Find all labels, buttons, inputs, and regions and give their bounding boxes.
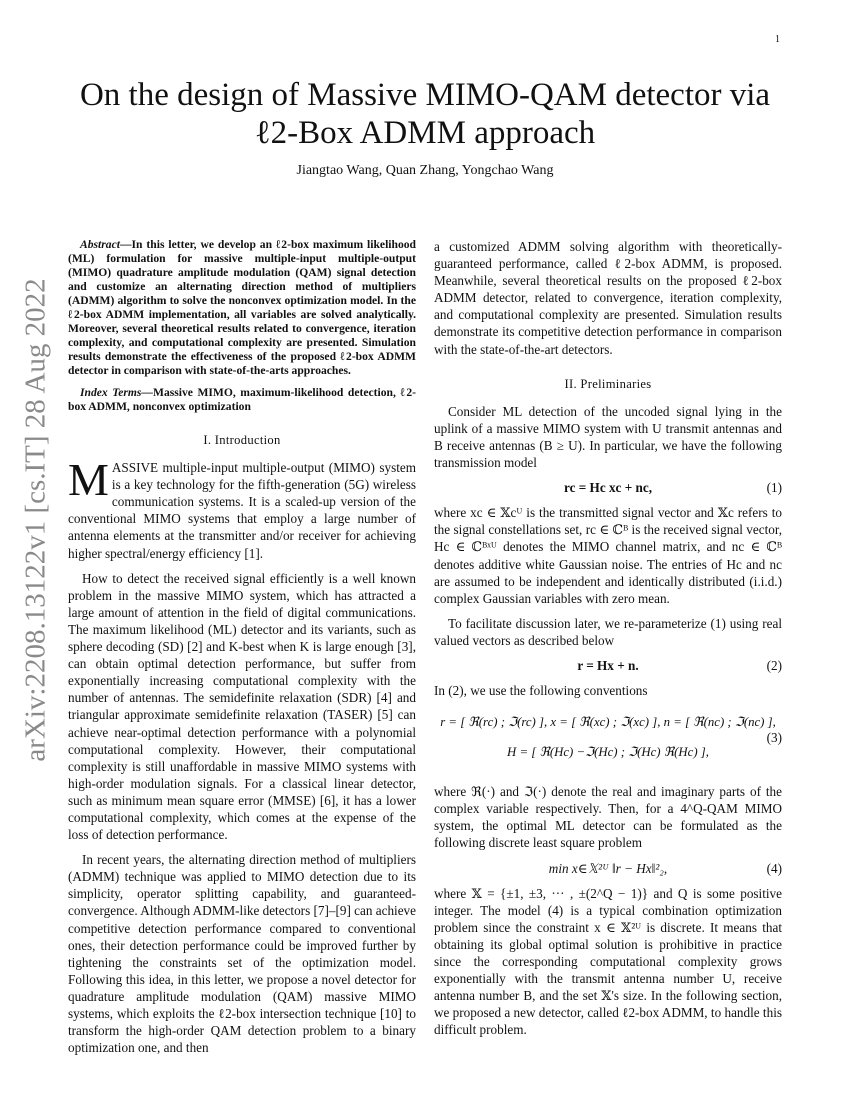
equation-2-number: (2): [766, 657, 782, 673]
prelim-paragraph-3: To facilitate discussion later, we re-parameterize (1) using real valued vectors as described below: [434, 615, 782, 648]
drop-cap: M: [68, 454, 109, 506]
intro-paragraph-3: In recent years, the alternating direction method of multipliers (ADMM) technique was applied to MIMO detection due to its simplicity, operator splitting capability, and guaranteed-convergence. Although ADMM-like detectors [7]–[9] can achieve competitive detection performance compared to conventional ones, their detection performance could be improved further by tightening the constraints set of the optimization model. Following this idea, in this letter, we propose a novel detector for quadrature amplitude modulation (QAM) massive MIMO systems, which exploits the ℓ2-box intersection technique [10] to transform the high-order QAM detection problem to a binary optimization one, and then: [68, 852, 417, 1056]
section-heading-preliminaries: II. Preliminaries: [564, 376, 652, 391]
arxiv-text: arXiv:2208.13122v1 [cs.IT] 28 Aug 2022: [19, 278, 52, 762]
intro-paragraph-1: [68, 454, 416, 562]
intro-paragraph-continued: a customized ADMM solving algorithm with theoretically-guaranteed performance, called ℓ2-box ADMM, is proposed. Meanwhile, several theoretical results on the proposed ℓ2-box ADMM detector, related to convergence, iteration complexity, and computational complexity are presented. Simulation results demonstrate its competitive detection performance in comparison with the state-of-the-art detectors.: [434, 239, 782, 357]
prelim-paragraph-6: where 𝕏 = {±1, ±3, ··· , ±(2^Q − 1)} and Q is some positive integer. The model (4) is a typical combination optimization problem since the constraint x ∈ 𝕏²ᵁ is discrete. It means that obtaining its global optimal solution is prohibitive in practice since the corresponding computational complexity grows exponentially with the transmit antenna number U, receive antenna number B, and the set 𝕏's size. In the following section, we proposed a new detector, called ℓ2-box ADMM, to handle this difficult problem.: [434, 885, 782, 1038]
prelim-paragraph-5: where ℜ(·) and ℑ(·) denote the real and imaginary parts of the complex variable respectively. Then, for a 4^Q-QAM MIMO system, the optimal ML detector can be formulated as the following discrete least square problem: [434, 784, 782, 851]
equation-2-body: r = Hx + n.: [577, 657, 639, 673]
right-column: [434, 238, 782, 1046]
equation-4-number: (4): [766, 860, 782, 876]
equation-2: [434, 657, 782, 674]
equation-3-line-2: H = [ ℜ(Hc) −ℑ(Hc) ; ℑ(Hc) ℜ(Hc) ],: [507, 745, 709, 760]
equation-3-line-1: r = [ ℜ(rc) ; ℑ(rc) ], x = [ ℜ(xc) ; ℑ(xc) ], n = [ ℜ(nc) ; ℑ(nc) ],: [440, 715, 776, 730]
prelim-paragraph-4: In (2), we use the following conventions: [434, 683, 648, 699]
left-column: [68, 238, 416, 1064]
paper-title: On the design of Massive MIMO-QAM detector via ℓ2-Box ADMM approach: [79, 77, 771, 151]
intro-paragraph-2: How to detect the received signal efficiently is a well known problem in the massive MIMO system, which has attracted a large amount of attention in the field of digital communications. The maximum likelihood (ML) detector and its variants, such as sphere decoding (SD) [2] and K-best when K is large enough [3], can obtain optimal detection performance, but suffer from exponentially increasing computational complexity with the number of antennas. The semidefinite relaxation (SDR) [4] and triangular approximate semidefinite relaxation (TASER) [5] can achieve near-optimal detection performance with a polynomial computational complexity. However, their computational complexity is still unaffordable in massive MIMO systems with high-order modulation signals. For a classical linear detector, such as minimum mean square error (MMSE) [6], it has a lower computational complexity, which comes at the expense of the loss of detection performance.: [68, 570, 416, 843]
section-heading-introduction: I. Introduction: [203, 433, 281, 447]
prelim-paragraph-1: Consider ML detection of the uncoded signal lying in the uplink of a massive MIMO system with U transmit antennas and B receive antennas (B ≥ U). In particular, we have the following transmission model: [434, 403, 782, 471]
equation-1-body: rc = Hc xc + nc,: [563, 480, 653, 496]
index-terms-label: Index Terms—: [80, 386, 154, 399]
abstract: [68, 238, 416, 378]
intro-paragraph-1-text: ASSIVE multiple-input multiple-output (MIMO) system is a key technology for the fifth-generation (5G) wireless communication systems. It is a scaled-up version of the conventional MIMO systems that employ a large number of antenna elements at the transmitter and/or receiver for achieving higher spectral/energy efficiency [1].: [68, 460, 416, 561]
abstract-label: Abstract—: [80, 238, 132, 251]
index-terms: [68, 386, 416, 414]
paper-authors: Jiangtao Wang, Quan Zhang, Yongchao Wang: [296, 163, 554, 178]
index-terms-text: Massive MIMO, maximum-likelihood detection, ℓ2-box ADMM, nonconvex optimization: [68, 386, 416, 413]
abstract-text: In this letter, we develop an ℓ2-box maximum likelihood (ML) formulation for massive multiple-input multiple-output (MIMO) quadrature amplitude modulation (QAM) signal detection and customize an alternating direction method of multipliers (ADMM) algorithm to solve the nonconvex optimization model. In the ℓ2-box ADMM implementation, all variables are solved analytically. Moreover, several theoretical results related to convergence, iteration complexity, and computational complexity are presented. Simulation results demonstrate the effectiveness of the proposed ℓ2-box ADMM detector in comparison with state-of-the-arts approaches.: [68, 238, 416, 377]
page-number: 1: [775, 34, 780, 45]
equation-4: [434, 860, 782, 877]
equation-1: [434, 479, 782, 496]
equation-1-number: (1): [766, 480, 782, 496]
prelim-paragraph-2: where xc ∈ 𝕏cᵁ is the transmitted signal vector and 𝕏c refers to the signal constellations set, rc ∈ ℂᴮ is the received signal vector, Hc ∈ ℂᴮˣᵁ denotes the MIMO channel matrix, and nc ∈ ℂᴮ denotes additive white Gaussian noise. The entries of Hc and nc are assumed to be independent and identically distributed (i.i.d.) complex Gaussian variables with zero mean.: [434, 505, 782, 606]
equation-3: [434, 707, 782, 775]
equation-3-number: (3): [766, 730, 782, 746]
arxiv-identifier: [6, 260, 66, 780]
equation-4-body: min x∈𝕏²ᵁ ‖r − Hx‖²₂,: [548, 860, 668, 876]
